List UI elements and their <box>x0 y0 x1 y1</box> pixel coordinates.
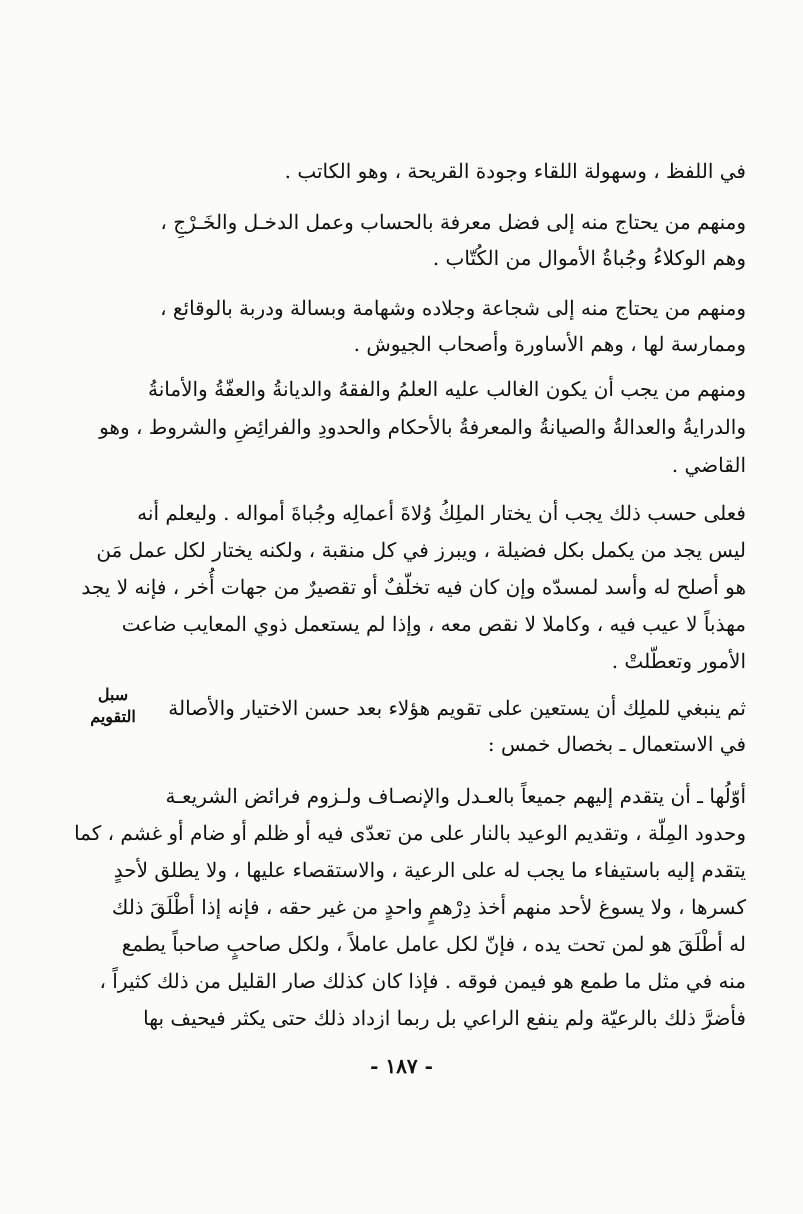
text-line: والدرايةُ والعدالةُ والصيانةُ والمعرفةُ بالأحكام والحدودِ والفرائِضِ والشروط ، وهو <box>99 415 746 439</box>
text-line: أوّلُها ـ أن يتقدم إليهم جميعاً بالعـدل والإنصـاف ولـزوم فرائض الشريعـة <box>165 784 746 808</box>
text-line: هو أصلح له وأسد لمسدّه وإن كان فيه تخلّفٌ أو تقصيرٌ من جهات أُخر ، فإنه لا يجد <box>81 575 746 599</box>
text-line: ثم ينبغي للملِك أن يستعين على تقويم هؤلاء بعد حسن الاختيار والأصالة <box>168 696 746 720</box>
text-line: مهذباً لا عيب فيه ، وكاملا لا نقص معه ، وإذا لم يستعمل ذوي المعايب ضاعت <box>121 612 746 636</box>
paragraph <box>160 290 746 362</box>
paragraph <box>81 495 746 680</box>
text-line: في الاستعمال ـ بخصال خمس : <box>487 732 746 756</box>
text-line: وممارسة لها ، وهم الأساورة وأصحاب الجيوش . <box>353 332 746 356</box>
page-number: - ١٨٧ - <box>370 1054 433 1078</box>
text-line: منه في مثل ما طمع هو فيمن فوقه . فإذا كان كذلك صار القليل من ذلك كثيراً ، <box>99 969 746 993</box>
text-line: في اللفظ ، وسهولة اللقاء وجودة القريحة ، وهو الكاتب . <box>284 159 746 183</box>
text-line: ومنهم من يجب أن يكون الغالب عليه العلمُ والفقهُ والديانةُ والعفّةُ والأمانةُ <box>148 377 746 401</box>
text-line: فأضرَّ ذلك بالرعيّة ولم ينفع الراعي بل ربما ازداد ذلك حتى يكثر فيحيف بها <box>143 1006 746 1030</box>
paragraph <box>160 154 746 188</box>
text-line: يتقدم إليه باستيفاء ما يجب له على الرعية ، والاستقصاء عليها ، ولا يطلق لأحدٍ <box>113 858 746 882</box>
text-line: الأمور وتعطّلتْ . <box>611 649 746 673</box>
paragraph <box>74 778 746 1037</box>
text-line: كسرها ، ولا يسوغ لأحد منهم أخذ دِرْهمٍ واحدٍ من غير حقه ، فإنه إذا أطْلَقَ ذلك <box>111 895 746 919</box>
text-line: ومنهم من يحتاج منه إلى فضل معرفة بالحساب وعمل الدخـل والخَـرْجِ ، <box>160 210 746 234</box>
text-line: له أطْلَقَ هو لمن تحت يده ، فإنّ لكل عامل عاملاً ، ولكل صاحبٍ صاحباً يطمع <box>121 932 746 956</box>
paragraph <box>160 690 746 762</box>
margin-note <box>78 684 148 728</box>
margin-note-line: سبل <box>97 685 129 704</box>
text-line: فعلى حسب ذلك يجب أن يختار الملِكُ وُلاةَ أعمالِه وجُباةَ أمواله . وليعلم أنه <box>137 501 746 525</box>
text-line: القاضي . <box>671 453 746 477</box>
paragraph <box>99 370 746 484</box>
text-line: ليس يجد من يكمل بكل فضيلة ، ويبرز في كل منقبة ، ولكنه يختار لكل عمل مَن <box>96 538 746 562</box>
text-line: ومنهم من يحتاج منه إلى شجاعة وجلاده وشهامة وبسالة ودربة بالوقائع ، <box>160 296 746 320</box>
text-line: وحدود المِلّة ، وتقديم الوعيد بالنار على من تعدّى فيه أو ظلم أو ضام أو غشم ، كما <box>74 821 746 845</box>
margin-note-line: التقويم <box>90 707 136 726</box>
paragraph <box>160 204 746 276</box>
text-line: وهم الوكلاءُ وجُباةُ الأموال من الكُتّاب . <box>432 246 746 270</box>
